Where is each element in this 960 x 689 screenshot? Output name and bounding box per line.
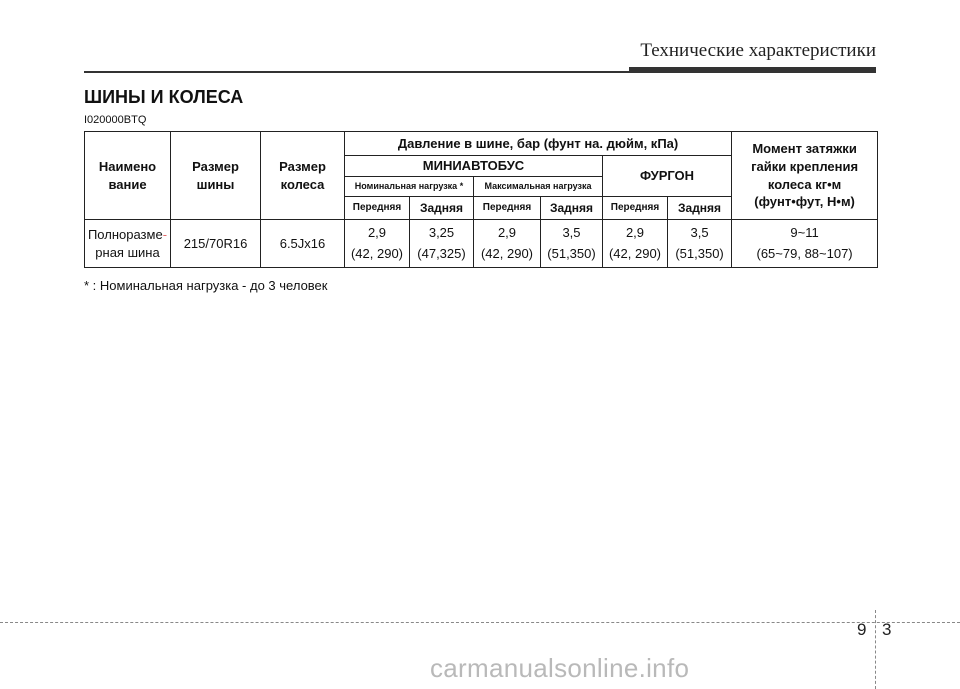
page-number: 3 — [882, 620, 892, 639]
header-rear-1: Задняя — [410, 197, 474, 220]
header-pressure: Давление в шине, бар (фунт на. дюйм, кПа) — [345, 132, 732, 156]
cell-pressure-2: 3,25 (47,325) — [410, 220, 474, 268]
section-title: ШИНЫ И КОЛЕСА — [84, 87, 244, 107]
watermark: carmanualsonline.info — [430, 653, 690, 683]
cell-pressure-1: 2,9 (42, 290) — [345, 220, 410, 268]
header-front-1: Передняя — [345, 197, 410, 220]
header-nominal-load: Номинальная нагрузка * — [345, 177, 474, 197]
header-minibus: МИНИАВТОБУС — [345, 156, 603, 177]
header-front-2: Передняя — [474, 197, 541, 220]
footer-dashed-line — [0, 622, 960, 623]
footnote: * : Номинальная нагрузка - до 3 человек — [84, 278, 328, 293]
header-name: Наимено вание — [85, 132, 171, 220]
header-rule-thick — [629, 67, 876, 73]
cell-pressure-5: 2,9 (42, 290) — [603, 220, 668, 268]
section-code: I020000BTQ — [84, 114, 147, 126]
cell-pressure-6: 3,5 (51,350) — [668, 220, 732, 268]
header-rear-3: Задняя — [668, 197, 732, 220]
hyphen-mark: - — [162, 226, 168, 242]
header-torque: Момент затяжки гайки крепления колеса кг•м (фунт•фут, Н•м) — [732, 132, 878, 220]
cell-tire-size: 215/70R16 — [171, 220, 261, 268]
tire-spec-table — [84, 131, 878, 268]
header-max-load: Максимальная нагрузка — [474, 177, 603, 197]
cell-wheel-size: 6.5Jx16 — [261, 220, 345, 268]
cell-pressure-3: 2,9 (42, 290) — [474, 220, 541, 268]
page-header-title: Технические характеристики — [640, 40, 876, 61]
header-rule-thin — [84, 71, 629, 73]
cell-tire-type: Полноразме- рная шина — [85, 220, 171, 268]
header-van: ФУРГОН — [603, 156, 732, 197]
header-front-3: Передняя — [603, 197, 668, 220]
header-rear-2: Задняя — [541, 197, 603, 220]
header-wheel-size: Размер колеса — [261, 132, 345, 220]
cell-pressure-4: 3,5 (51,350) — [541, 220, 603, 268]
header-tire-size: Размер шины — [171, 132, 261, 220]
cell-torque: 9~11 (65~79, 88~107) — [732, 220, 878, 268]
table-row — [85, 220, 878, 268]
page-chapter-number: 9 — [857, 620, 867, 639]
footer-dashed-divider — [875, 610, 876, 689]
